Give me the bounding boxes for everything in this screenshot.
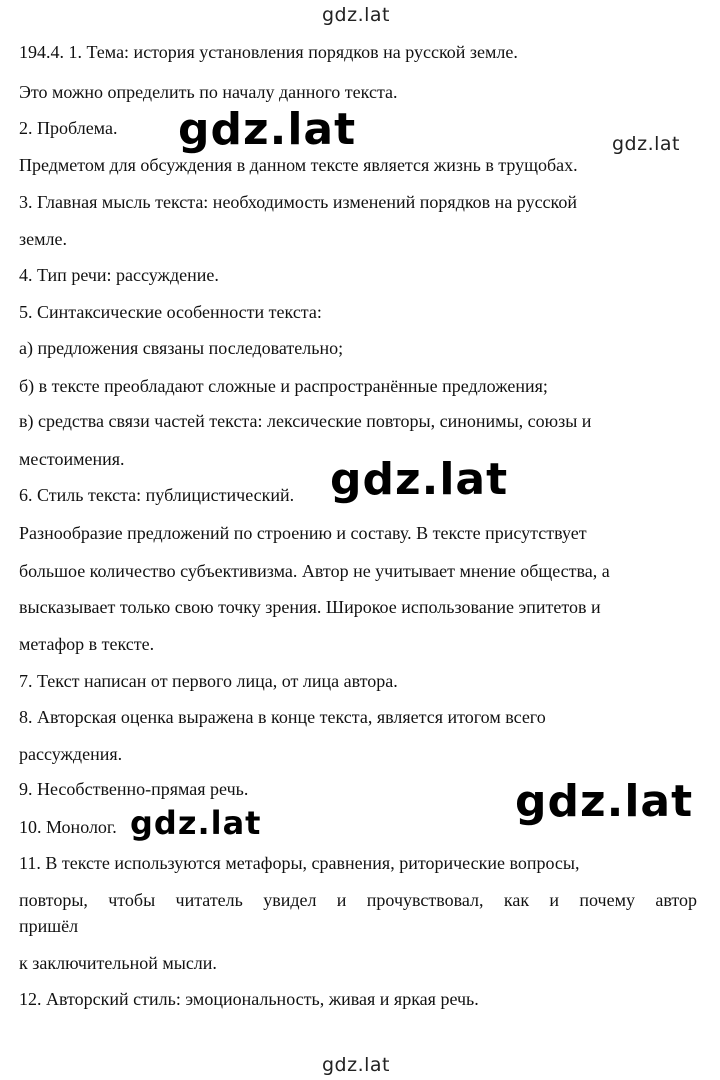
text-line: 7. Текст написан от первого лица, от лица автора. bbox=[19, 671, 398, 691]
text-line: высказывает только свою точку зрения. Широкое использование эпитетов и bbox=[19, 597, 601, 617]
text-line: к заключительной мысли. bbox=[19, 953, 217, 973]
text-line: 12. Авторский стиль: эмоциональность, живая и яркая речь. bbox=[19, 989, 479, 1009]
watermark-top: gdz.lat bbox=[322, 4, 391, 26]
watermark-big: gdz.lat bbox=[515, 776, 694, 827]
text-line: метафор в тексте. bbox=[19, 634, 155, 654]
text-line: 2. Проблема. bbox=[19, 118, 118, 138]
text-line: рассуждения. bbox=[19, 744, 123, 764]
watermark-bottom: gdz.lat bbox=[322, 1054, 391, 1076]
text-line: 10. Монолог. bbox=[19, 817, 117, 837]
text-line: 6. Стиль текста: публицистический. bbox=[19, 485, 295, 505]
watermark-big: gdz.lat bbox=[178, 104, 357, 155]
text-line: большое количество субъективизма. Автор не учитывает мнение общества, а bbox=[19, 561, 610, 581]
text-line: земле. bbox=[19, 229, 67, 249]
text-line: 5. Синтаксические особенности текста: bbox=[19, 302, 322, 322]
watermark-big: gdz.lat bbox=[130, 804, 262, 842]
text-line: повторы, чтобы читатель увидел и прочувствовал, как и почему автор bbox=[19, 890, 697, 910]
text-line: Это можно определить по началу данного текста. bbox=[19, 82, 398, 102]
text-line: Предметом для обсуждения в данном тексте является жизнь в трущобах. bbox=[19, 155, 578, 175]
text-line: 3. Главная мысль текста: необходимость изменений порядков на русской bbox=[19, 192, 578, 212]
text-line: 9. Несобственно-прямая речь. bbox=[19, 779, 249, 799]
text-line: пришёл bbox=[19, 916, 79, 936]
text-line: 194.4. 1. Тема: история установления порядков на русской земле. bbox=[19, 42, 518, 62]
watermark-right: gdz.lat bbox=[612, 133, 681, 155]
text-line: 8. Авторская оценка выражена в конце текста, является итогом всего bbox=[19, 707, 546, 727]
text-line: 4. Тип речи: рассуждение. bbox=[19, 265, 219, 285]
text-line: 11. В тексте используются метафоры, сравнения, риторические вопросы, bbox=[19, 853, 580, 873]
text-line: а) предложения связаны последовательно; bbox=[19, 338, 344, 358]
text-line: местоимения. bbox=[19, 449, 125, 469]
watermark-big: gdz.lat bbox=[330, 454, 509, 505]
text-line: в) средства связи частей текста: лексические повторы, синонимы, союзы и bbox=[19, 411, 592, 431]
text-line: Разнообразие предложений по строению и составу. В тексте присутствует bbox=[19, 523, 587, 543]
text-line: б) в тексте преобладают сложные и распространённые предложения; bbox=[19, 376, 548, 396]
